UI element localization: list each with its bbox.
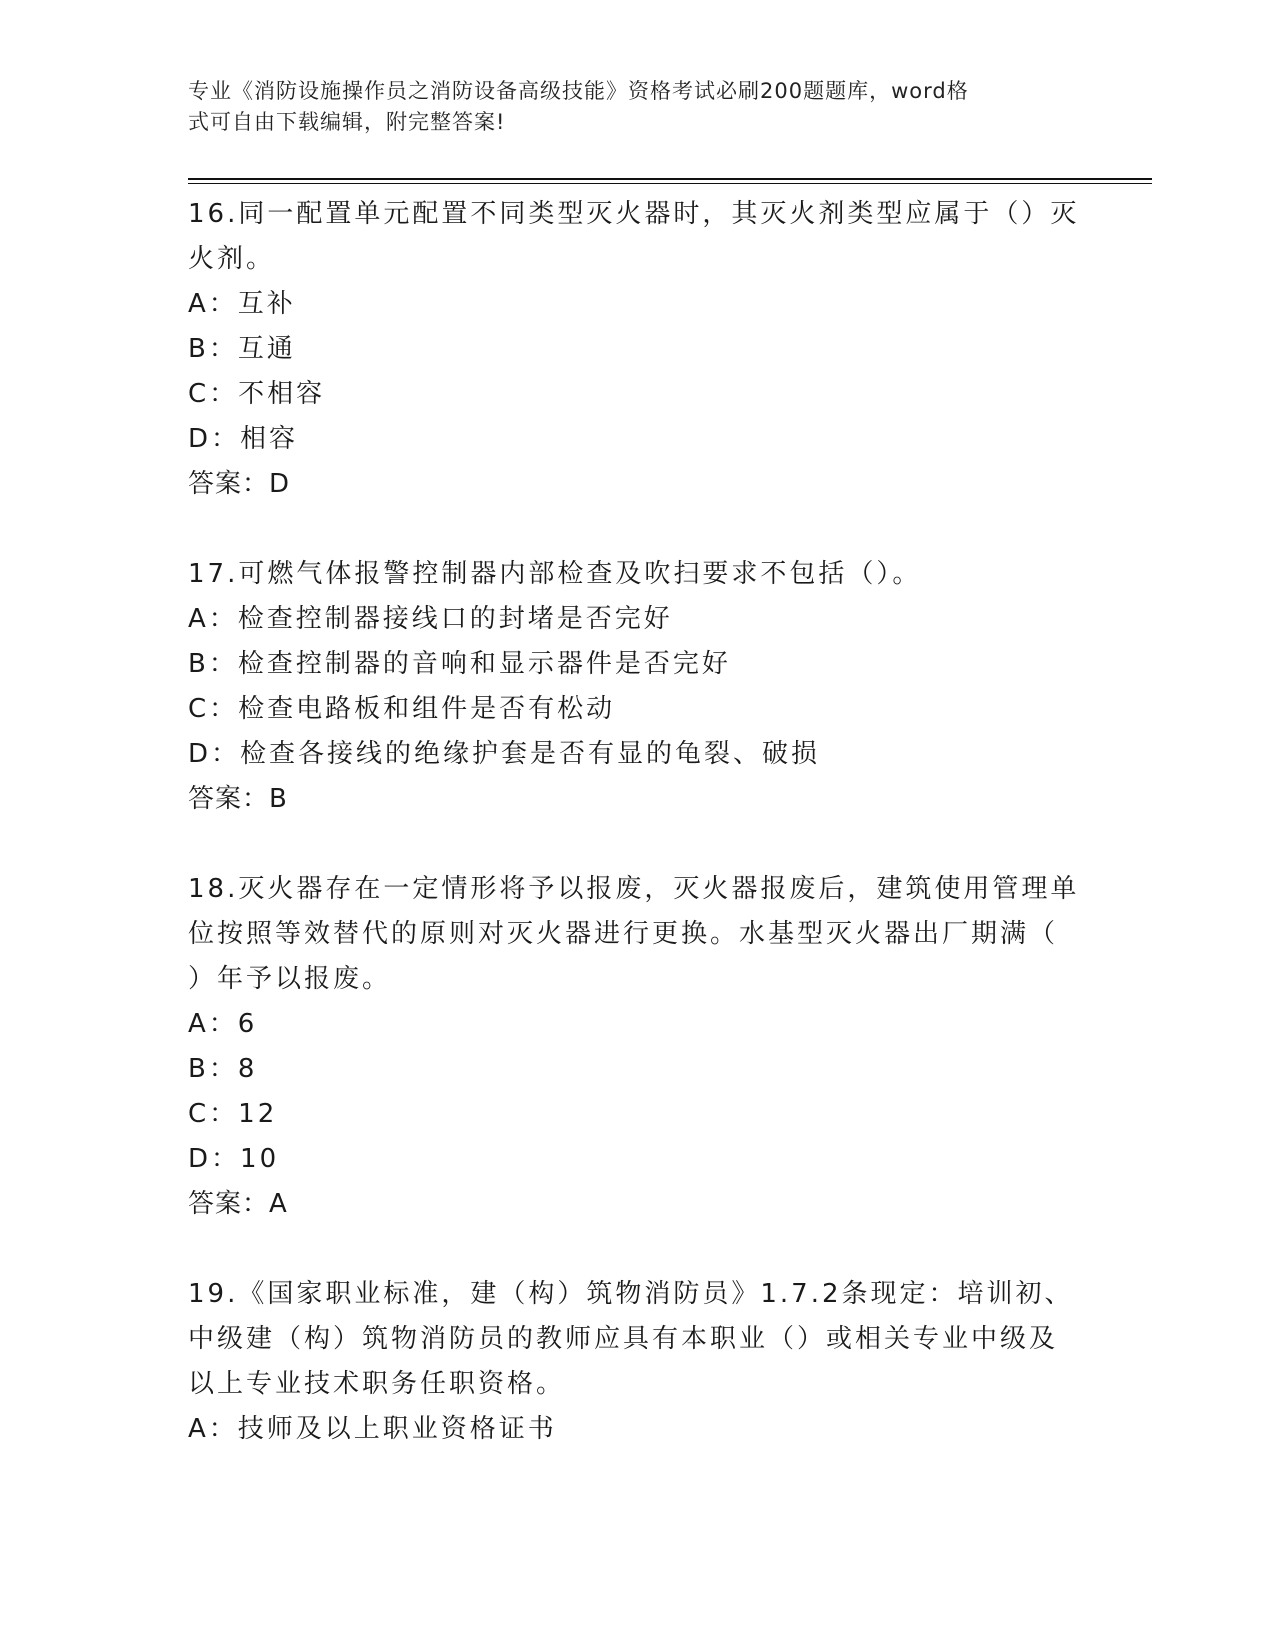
option-b: B：检查控制器的音响和显示器件是否完好 xyxy=(188,649,731,679)
question-stem-line: 18.灭火器存在一定情形将予以报废，灭火器报废后，建筑使用管理单 xyxy=(188,874,1080,904)
option-a: A：检查控制器接线口的封堵是否完好 xyxy=(188,604,673,634)
question-stem-line: 19.《国家职业标准，建（构）筑物消防员》1.7.2条现定：培训初、 xyxy=(188,1279,1074,1309)
question-18 xyxy=(188,867,1088,1227)
question-spacer xyxy=(188,507,1088,552)
option-c: C：12 xyxy=(188,1099,278,1129)
answer-line: 答案：A xyxy=(188,1189,288,1219)
question-stem-line: 中级建（构）筑物消防员的教师应具有本职业（）或相关专业中级及 xyxy=(188,1324,1059,1354)
question-17 xyxy=(188,552,1088,822)
option-d: D：检查各接线的绝缘护套是否有显的龟裂、破损 xyxy=(188,739,821,769)
option-a: A：互补 xyxy=(188,289,296,319)
answer-line: 答案：D xyxy=(188,469,291,499)
question-19 xyxy=(188,1272,1088,1452)
option-d: D：相容 xyxy=(188,424,299,454)
header-divider-bottom xyxy=(188,183,1152,184)
question-list xyxy=(188,192,1088,1452)
option-c: C：检查电路板和组件是否有松动 xyxy=(188,694,616,724)
option-c: C：不相容 xyxy=(188,379,326,409)
header-line-2: 式可自由下载编辑，附完整答案! xyxy=(188,110,506,134)
document-header xyxy=(188,76,1088,138)
question-stem-line: ）年予以报废。 xyxy=(188,964,392,994)
question-spacer xyxy=(188,822,1088,867)
question-stem-line: 火剂。 xyxy=(188,244,276,274)
option-a: A：技师及以上职业资格证书 xyxy=(188,1414,557,1444)
header-divider-top xyxy=(188,178,1152,180)
header-line-1: 专业《消防设施操作员之消防设备高级技能》资格考试必刷200题题库，word格 xyxy=(188,79,969,103)
question-stem-line: 位按照等效替代的原则对灭火器进行更换。水基型灭火器出厂期满（ xyxy=(188,919,1059,949)
question-16 xyxy=(188,192,1088,507)
option-a: A：6 xyxy=(188,1009,258,1039)
question-spacer xyxy=(188,1227,1088,1272)
option-d: D：10 xyxy=(188,1144,280,1174)
option-b: B：8 xyxy=(188,1054,258,1084)
question-stem-line: 17.可燃气体报警控制器内部检查及吹扫要求不包括（）。 xyxy=(188,559,922,589)
question-stem-line: 以上专业技术职务任职资格。 xyxy=(188,1369,566,1399)
option-b: B：互通 xyxy=(188,334,296,364)
question-stem-line: 16.同一配置单元配置不同类型灭火器时，其灭火剂类型应属于（）灭 xyxy=(188,199,1080,229)
answer-line: 答案：B xyxy=(188,784,288,814)
